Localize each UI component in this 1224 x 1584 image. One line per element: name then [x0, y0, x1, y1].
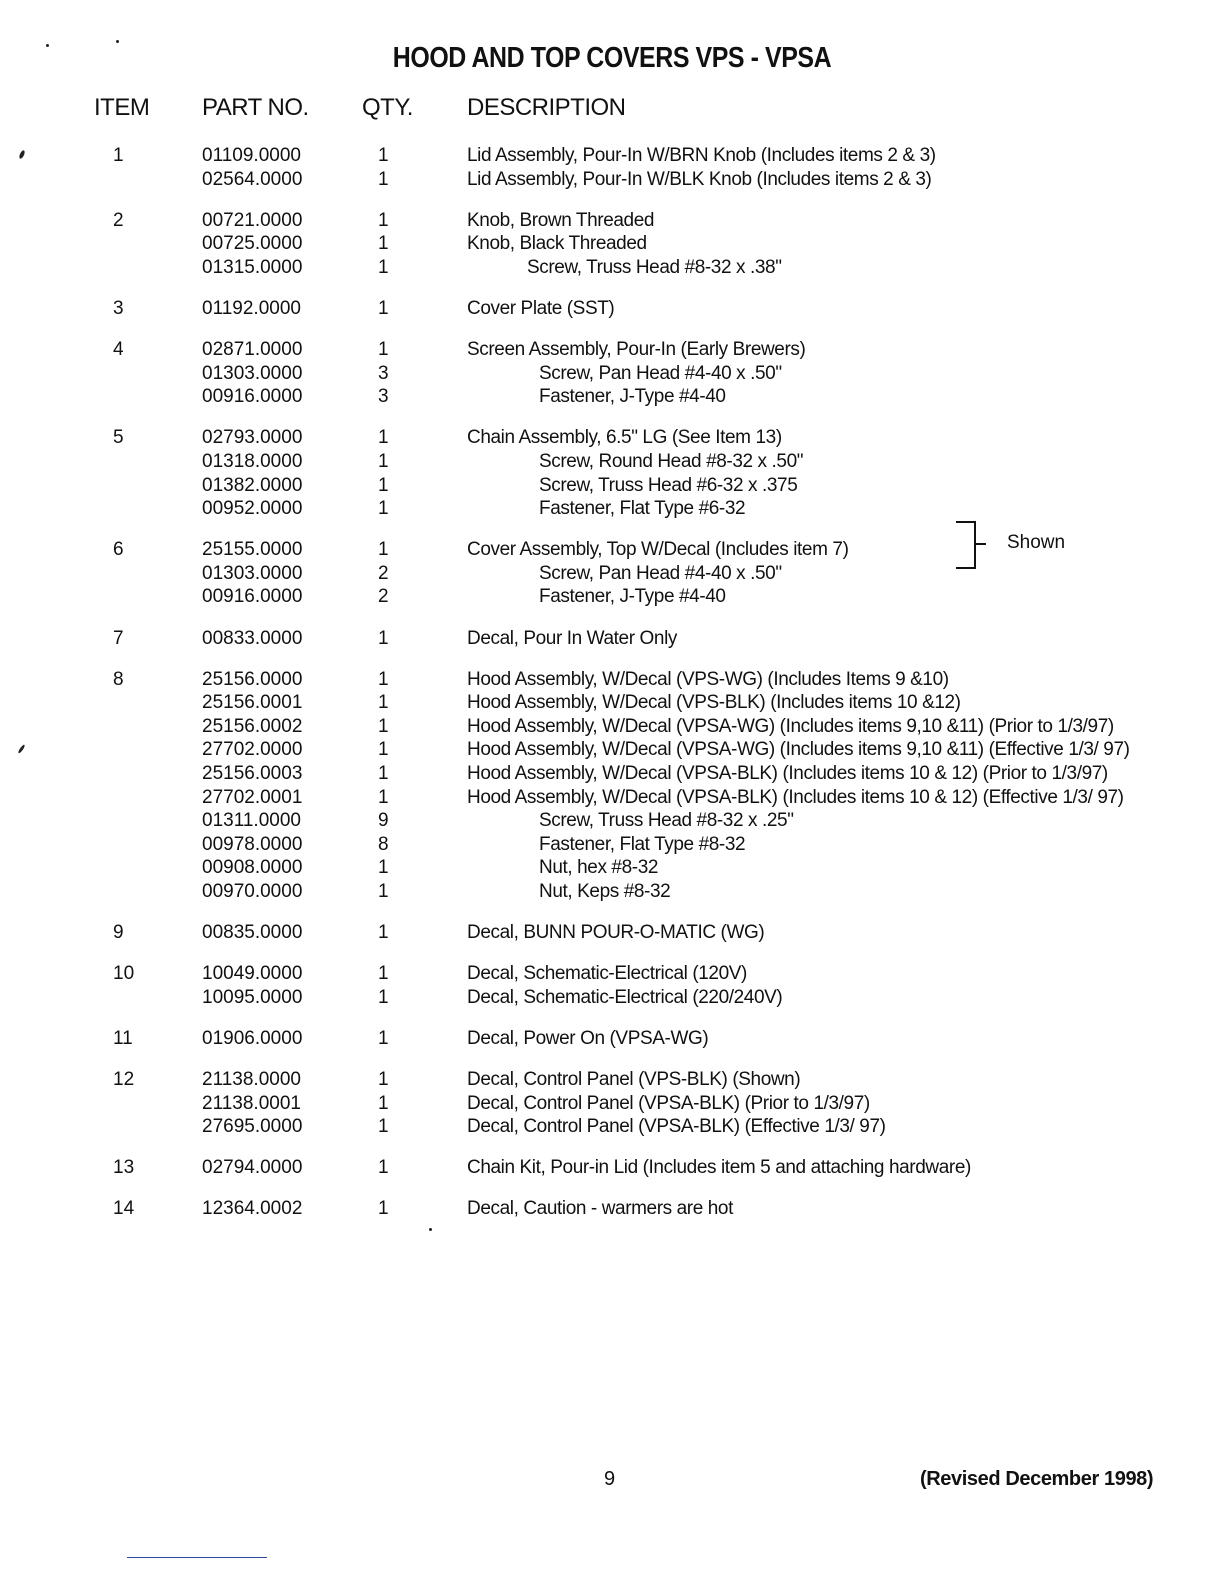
- part-number: 25156.0002: [202, 715, 303, 737]
- quantity: 1: [378, 539, 389, 561]
- table-row: [0, 585, 1224, 609]
- part-number: 25156.0000: [202, 668, 303, 690]
- quantity: 1: [378, 1116, 389, 1138]
- part-number: 27702.0000: [202, 739, 303, 761]
- column-header-item: ITEM: [94, 94, 150, 121]
- item-group-11: [0, 1027, 1224, 1051]
- description: Hood Assembly, W/Decal (VPSA-BLK) (Includes items 10 & 12) (Effective 1/3/ 97): [467, 786, 1124, 808]
- part-number: 01318.0000: [202, 450, 303, 472]
- quantity: 1: [378, 450, 389, 472]
- part-number: 25155.0000: [202, 539, 303, 561]
- quantity: 3: [378, 362, 389, 384]
- description: Chain Kit, Pour-in Lid (Includes item 5 and attaching hardware): [467, 1157, 971, 1179]
- table-row: [0, 1197, 1224, 1221]
- description: Screw, Truss Head #8-32 x .25": [539, 810, 794, 832]
- part-number: 00978.0000: [202, 833, 303, 855]
- table-row: [0, 232, 1224, 256]
- description: Cover Plate (SST): [467, 297, 615, 319]
- table-row: [0, 986, 1224, 1010]
- part-number: 00725.0000: [202, 233, 303, 255]
- part-number: 01303.0000: [202, 562, 303, 584]
- item-number: 14: [113, 1198, 135, 1220]
- table-row: [0, 1068, 1224, 1092]
- description: Nut, hex #8-32: [539, 857, 659, 879]
- column-header-part-no: PART NO.: [202, 94, 309, 121]
- quantity: 1: [378, 963, 389, 985]
- quantity: 1: [378, 145, 389, 166]
- parts-list: [0, 144, 1224, 1221]
- part-number: 02871.0000: [202, 339, 303, 361]
- part-number: 27695.0000: [202, 1116, 303, 1138]
- quantity: 1: [378, 498, 389, 520]
- item-group-9: [0, 921, 1224, 945]
- table-row: [0, 144, 1224, 168]
- table-row: [0, 627, 1224, 651]
- item-group-7: [0, 627, 1224, 651]
- quantity: 1: [378, 297, 389, 319]
- table-row: [0, 362, 1224, 386]
- part-number: 27702.0001: [202, 786, 303, 808]
- part-number: 01906.0000: [202, 1027, 303, 1049]
- quantity: 1: [378, 233, 389, 255]
- part-number: 21138.0000: [202, 1068, 301, 1090]
- quantity: 2: [378, 586, 389, 608]
- item-group-5: [0, 426, 1224, 520]
- revision-note: (Revised December 1998): [920, 1468, 1154, 1490]
- table-row: [0, 1156, 1224, 1180]
- table-row: [0, 338, 1224, 362]
- description: Lid Assembly, Pour-In W/BLK Knob (Includes items 2 & 3): [467, 168, 932, 190]
- quantity: 1: [378, 1198, 389, 1220]
- table-row: [0, 880, 1224, 904]
- quantity: 1: [378, 168, 389, 190]
- table-row: [0, 256, 1224, 280]
- description: Decal, Pour In Water Only: [467, 627, 677, 649]
- scan-speck: [46, 44, 49, 47]
- description: Nut, Keps #8-32: [539, 880, 671, 902]
- description: Screen Assembly, Pour-In (Early Brewers): [467, 339, 806, 361]
- description: Hood Assembly, W/Decal (VPSA-WG) (Includes items 9,10 &11) (Effective 1/3/ 97): [467, 739, 1130, 761]
- page-number: 9: [604, 1468, 616, 1490]
- quantity: 1: [378, 209, 389, 231]
- description: Decal, Power On (VPSA-WG): [467, 1027, 709, 1049]
- table-row: [0, 856, 1224, 880]
- description: Screw, Truss Head #6-32 x .375: [539, 474, 798, 496]
- item-number: 5: [113, 427, 124, 449]
- scan-speck: [429, 1228, 432, 1231]
- part-number: 25156.0001: [202, 692, 303, 714]
- quantity: 1: [378, 1092, 389, 1114]
- table-row: [0, 809, 1224, 833]
- item-group-8: [0, 668, 1224, 904]
- item-number: 13: [113, 1157, 135, 1179]
- part-number: 12364.0002: [202, 1198, 303, 1220]
- column-header-description: DESCRIPTION: [467, 94, 626, 121]
- description: Decal, Caution - warmers are hot: [467, 1198, 733, 1220]
- item-group-1: [0, 144, 1224, 191]
- quantity: 2: [378, 562, 389, 584]
- item-group-4: [0, 338, 1224, 409]
- description: Decal, Schematic-Electrical (220/240V): [467, 986, 783, 1008]
- table-row: [0, 962, 1224, 986]
- table-row: [0, 385, 1224, 409]
- quantity: 8: [378, 833, 389, 855]
- shown-bracket-tick: [976, 543, 986, 545]
- part-number: 00721.0000: [202, 209, 303, 231]
- description: Decal, BUNN POUR-O-MATIC (WG): [467, 922, 765, 944]
- item-number: 7: [113, 627, 124, 649]
- part-number: 00833.0000: [202, 627, 303, 649]
- quantity: 1: [378, 1157, 389, 1179]
- quantity: 1: [378, 692, 389, 714]
- description: Hood Assembly, W/Decal (VPSA-BLK) (Includes items 10 & 12) (Prior to 1/3/97): [467, 762, 1108, 784]
- quantity: 1: [378, 668, 389, 690]
- table-row: [0, 474, 1224, 498]
- description: Knob, Black Threaded: [467, 233, 647, 255]
- quantity: 1: [378, 339, 389, 361]
- quantity: 1: [378, 627, 389, 649]
- part-number: 00908.0000: [202, 857, 303, 879]
- description: Decal, Schematic-Electrical (120V): [467, 963, 747, 985]
- part-number: 01311.0000: [202, 810, 301, 832]
- part-number: 01315.0000: [202, 256, 303, 278]
- table-row: [0, 1092, 1224, 1116]
- quantity: 1: [378, 922, 389, 944]
- quantity: 3: [378, 386, 389, 408]
- item-number: 3: [113, 297, 124, 319]
- part-number: 00835.0000: [202, 922, 303, 944]
- quantity: 9: [378, 810, 389, 832]
- description: Hood Assembly, W/Decal (VPS-WG) (Includes Items 9 &10): [467, 668, 949, 690]
- scan-artifact-line: [127, 1557, 267, 1558]
- table-row: [0, 668, 1224, 692]
- table-row: [0, 209, 1224, 233]
- description: Screw, Pan Head #4-40 x .50": [539, 362, 782, 384]
- item-group-12: [0, 1068, 1224, 1139]
- shown-bracket: [956, 521, 976, 569]
- item-number: 1: [113, 145, 124, 166]
- description: Knob, Brown Threaded: [467, 209, 655, 231]
- item-group-10: [0, 962, 1224, 1009]
- description: Decal, Control Panel (VPS-BLK) (Shown): [467, 1068, 801, 1090]
- quantity: 1: [378, 1068, 389, 1090]
- item-number: 4: [113, 339, 124, 361]
- item-number: 12: [113, 1068, 135, 1090]
- part-number: 01192.0000: [202, 297, 301, 319]
- table-row: [0, 562, 1224, 586]
- quantity: 1: [378, 986, 389, 1008]
- description: Fastener, Flat Type #8-32: [539, 833, 746, 855]
- item-number: 8: [113, 668, 124, 690]
- part-number: 00916.0000: [202, 586, 303, 608]
- quantity: 1: [378, 739, 389, 761]
- part-number: 02794.0000: [202, 1157, 303, 1179]
- table-row: [0, 426, 1224, 450]
- table-row: [0, 921, 1224, 945]
- description: Screw, Pan Head #4-40 x .50": [539, 562, 782, 584]
- item-group-13: [0, 1156, 1224, 1180]
- item-group-14: [0, 1197, 1224, 1221]
- part-number: 00916.0000: [202, 386, 303, 408]
- table-row: [0, 497, 1224, 521]
- table-row: [0, 1027, 1224, 1051]
- table-row: [0, 762, 1224, 786]
- column-header-qty: QTY.: [362, 94, 413, 121]
- table-row: [0, 691, 1224, 715]
- table-row: [0, 833, 1224, 857]
- table-row: [0, 450, 1224, 474]
- part-number: 10049.0000: [202, 963, 303, 985]
- description: Fastener, Flat Type #6-32: [539, 498, 746, 520]
- description: Cover Assembly, Top W/Decal (Includes item 7): [467, 539, 849, 561]
- quantity: 1: [378, 474, 389, 496]
- item-number: 2: [113, 209, 124, 231]
- part-number: 01109.0000: [202, 145, 301, 166]
- item-number: 9: [113, 922, 124, 944]
- part-number: 10095.0000: [202, 986, 303, 1008]
- quantity: 1: [378, 762, 389, 784]
- part-number: 02564.0000: [202, 168, 303, 190]
- description: Screw, Truss Head #8-32 x .38": [527, 256, 782, 278]
- item-group-3: [0, 297, 1224, 321]
- part-number: 01382.0000: [202, 474, 303, 496]
- description: Fastener, J-Type #4-40: [539, 586, 726, 608]
- page-title: HOOD AND TOP COVERS VPS - VPSA: [392, 42, 832, 74]
- part-number: 00970.0000: [202, 880, 303, 902]
- description: Screw, Round Head #8-32 x .50": [539, 450, 804, 472]
- quantity: 1: [378, 857, 389, 879]
- description: Fastener, J-Type #4-40: [539, 386, 726, 408]
- table-row: [0, 297, 1224, 321]
- description: Chain Assembly, 6.5" LG (See Item 13): [467, 427, 782, 449]
- quantity: 1: [378, 880, 389, 902]
- quantity: 1: [378, 715, 389, 737]
- quantity: 1: [378, 256, 389, 278]
- quantity: 1: [378, 427, 389, 449]
- description: Lid Assembly, Pour-In W/BRN Knob (Includes items 2 & 3): [467, 145, 936, 166]
- description: Hood Assembly, W/Decal (VPS-BLK) (Includes items 10 &12): [467, 692, 961, 714]
- table-row: [0, 786, 1224, 810]
- table-row: [0, 738, 1224, 762]
- table-row: [0, 168, 1224, 192]
- part-number: 21138.0001: [202, 1092, 301, 1114]
- shown-label: Shown: [1007, 532, 1066, 553]
- part-number: 01303.0000: [202, 362, 303, 384]
- part-number: 25156.0003: [202, 762, 303, 784]
- description: Decal, Control Panel (VPSA-BLK) (Effective 1/3/ 97): [467, 1116, 886, 1138]
- part-number: 00952.0000: [202, 498, 303, 520]
- description: Hood Assembly, W/Decal (VPSA-WG) (Includes items 9,10 &11) (Prior to 1/3/97): [467, 715, 1114, 737]
- table-row: [0, 715, 1224, 739]
- table-row: [0, 1115, 1224, 1139]
- item-number: 11: [113, 1027, 133, 1049]
- item-group-2: [0, 209, 1224, 280]
- part-number: 02793.0000: [202, 427, 303, 449]
- scan-speck: [116, 40, 119, 43]
- item-number: 6: [113, 539, 124, 561]
- quantity: 1: [378, 786, 389, 808]
- description: Decal, Control Panel (VPSA-BLK) (Prior to 1/3/97): [467, 1092, 870, 1114]
- quantity: 1: [378, 1027, 389, 1049]
- item-number: 10: [113, 963, 135, 985]
